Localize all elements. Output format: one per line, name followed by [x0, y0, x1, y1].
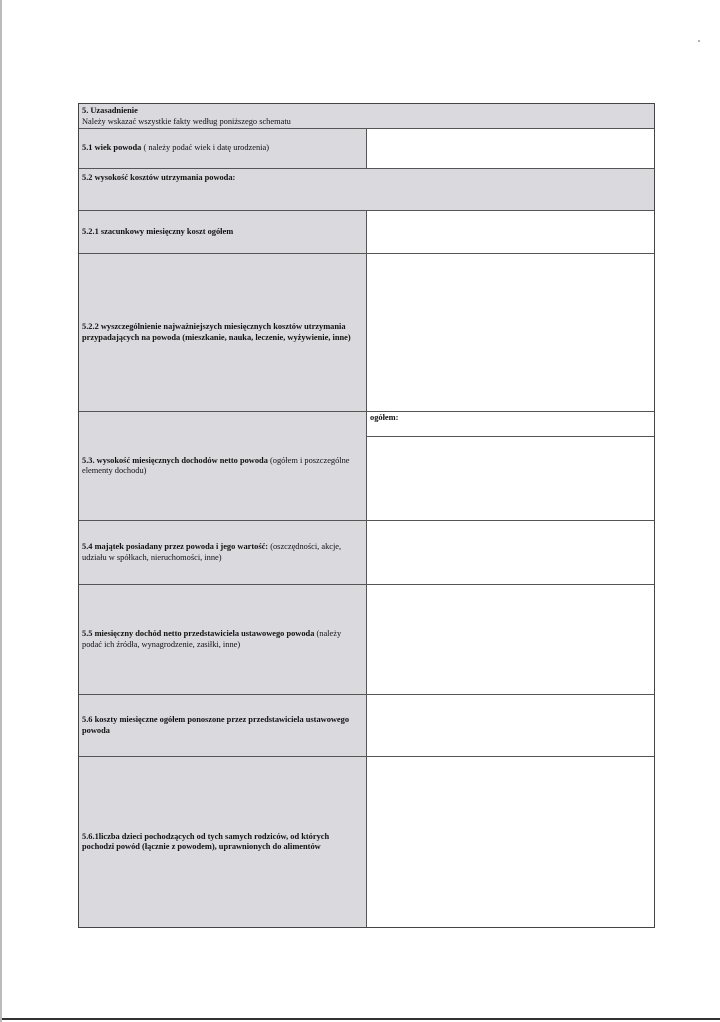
justification-form-table [78, 103, 655, 928]
row-5-1 [79, 129, 654, 169]
row-5-6-1-answer-field[interactable] [367, 757, 654, 927]
row-5-2-2-answer-field[interactable] [367, 254, 654, 411]
row-5-2-2-label [79, 254, 367, 411]
row-5-3-label [79, 412, 367, 520]
row-5-1-label-bold: 5.1 wiek powoda [82, 143, 142, 153]
row-5-6 [79, 695, 654, 757]
scan-speck [698, 40, 700, 42]
row-5-1-label [79, 129, 367, 168]
row-5-4-label-bold: 5.4 majątek posiadany przez powoda i jego wartość: [82, 542, 269, 551]
row-5-2 [79, 169, 654, 211]
row-5-2-1-answer-field[interactable] [367, 211, 654, 253]
row-5-4-label-note: (oszczędności, akcje, udziału w spółkach, nieruchomości, inne) [82, 542, 342, 562]
row-5-5-label-bold: 5.5 miesięczny dochód netto przedstawiciela ustawowego powoda [82, 629, 315, 638]
row-5-6-1 [79, 757, 654, 927]
row-5-2-1 [79, 211, 654, 254]
row-5-5-answer-field[interactable] [367, 585, 654, 694]
row-5-6-label-text: 5.6 koszty miesięczne ogółem ponoszone przez przedstawiciela ustawowego powoda [82, 715, 350, 735]
row-5-3-answer-area [367, 412, 654, 520]
section-5-header [79, 104, 654, 128]
row-5-3-label-bold: 5.3. wysokość miesięcznych dochodów netto powoda [82, 455, 268, 465]
section-5-header-row [79, 104, 654, 129]
row-5-5 [79, 585, 654, 695]
row-5-1-answer-field[interactable] [367, 129, 654, 168]
row-5-3-label-note: (ogółem i poszczególne elementy dochodu) [82, 455, 350, 475]
row-5-2-2-label-text: 5.2.2 wyszczególnienie najważniejszych miesięcznych kosztów utrzymania przypadających na powoda (mieszkanie, nauka, leczenie, wyżywienie, inne) [82, 322, 351, 342]
row-5-6-1-label-text: 5.6.1liczba dzieci pochodzących od tych samych rodziców, od których pochodzi powód (łącznie z powodem), uprawnionych do alimentów [82, 831, 330, 851]
row-5-3-details-field[interactable] [367, 437, 654, 520]
row-5-3-total-label: ogółem: [370, 413, 399, 422]
row-5-4 [79, 521, 654, 585]
row-5-5-label [79, 585, 367, 694]
row-5-3-total-field[interactable] [367, 412, 654, 437]
section-5-title: 5. Uzasadnienie [82, 106, 138, 115]
row-5-3 [79, 412, 654, 521]
row-5-6-label [79, 695, 367, 756]
scan-edge-line-top [0, 0, 2, 1022]
row-5-1-label-note: ( należy podać wiek i datę urodzenia) [141, 143, 270, 153]
row-5-2-2 [79, 254, 654, 412]
scan-edge-line [0, 1018, 720, 1020]
row-5-6-1-label [79, 757, 367, 927]
row-5-4-label [79, 521, 367, 584]
row-5-2-1-label [79, 211, 367, 253]
row-5-5-label-note: (należy podać ich źródła, wynagrodzenie, zasiłki, inne) [82, 629, 342, 649]
section-5-subtitle: Należy wskazać wszystkie fakty według poniższego schematu [82, 116, 291, 126]
row-5-6-answer-field[interactable] [367, 695, 654, 756]
row-5-2-1-label-text: 5.2.1 szacunkowy miesięczny koszt ogółem [82, 226, 234, 236]
row-5-4-answer-field[interactable] [367, 521, 654, 584]
row-5-2-label: 5.2 wysokość kosztów utrzymania powoda: [79, 169, 654, 210]
